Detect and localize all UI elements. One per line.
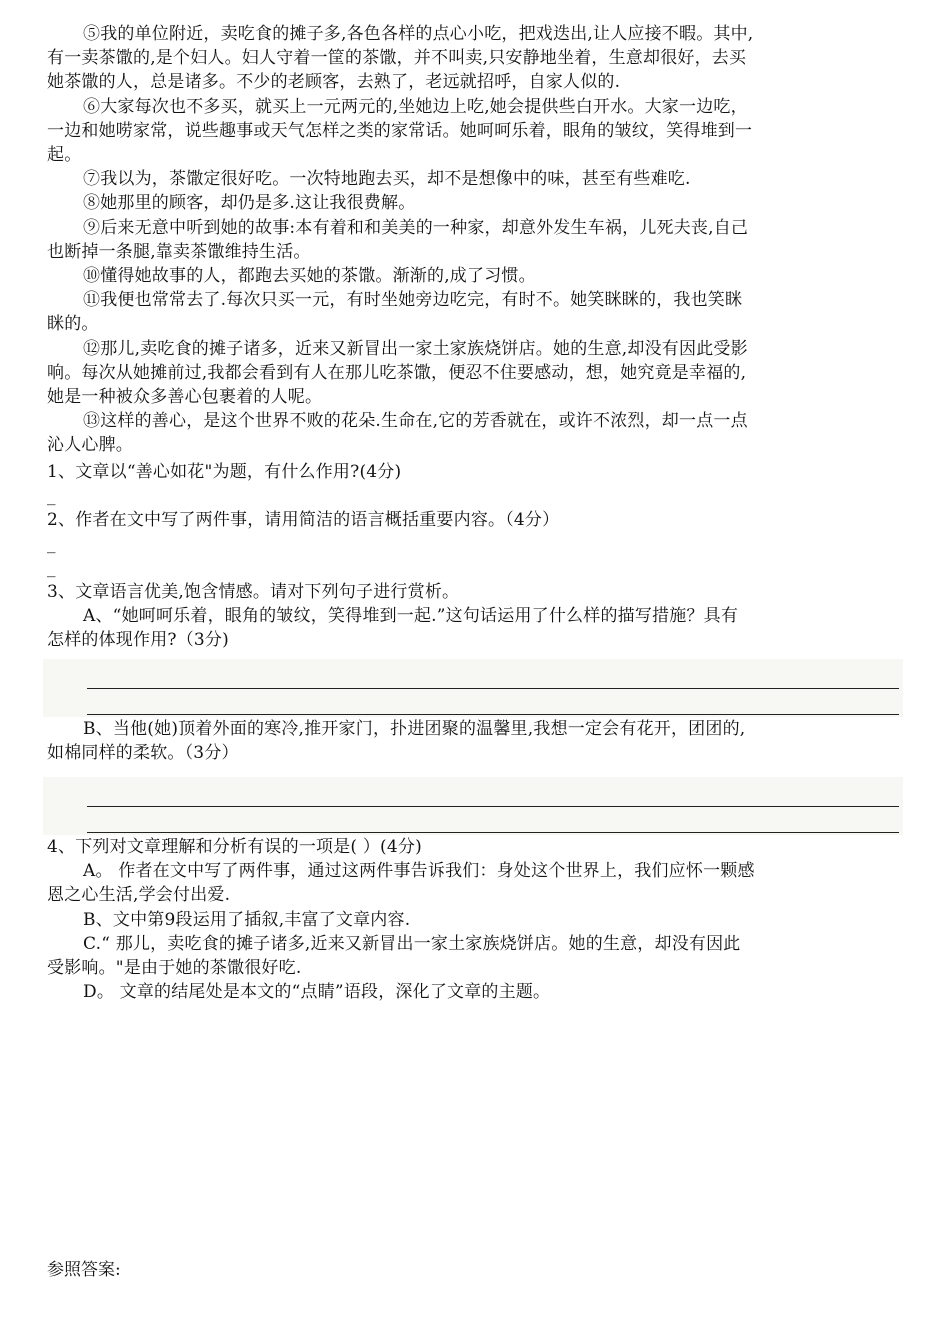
passage-line: ⑥大家每次也不多买，就买上一元两元的,坐她边上吃,她会提供些白开水。大家一边吃， — [83, 96, 748, 117]
answer-line[interactable] — [87, 781, 899, 807]
answer-line[interactable] — [87, 663, 899, 689]
passage-line: 起。 — [47, 145, 82, 166]
option-a-cont: 恩之心生活,学会付出爱. — [47, 885, 231, 906]
question-3b-cont: 如棉同样的柔软。（3分） — [47, 742, 239, 763]
passage-line: 眯的。 — [47, 314, 99, 335]
question-2: 2、作者在文中写了两件事，请用简洁的语言概括重要内容。（4分） — [47, 509, 560, 530]
passage-line: 一边和她唠家常，说些趣事或天气怎样之类的家常话。她呵呵乐着，眼角的皱纹，笑得堆到一 — [47, 120, 753, 141]
answer-line[interactable] — [87, 807, 899, 833]
passage — [47, 22, 903, 458]
passage-line: ⑤我的单位附近，卖吃食的摊子多,各色各样的点心小吃，把戏迭出,让人应接不暇。其中, — [83, 24, 754, 44]
passage-line: ⑨后来无意中听到她的故事:本有着和和美美的一种家，却意外发生车祸，儿死夫丧,自己 — [83, 217, 749, 238]
passage-line: ⑦我以为，茶馓定很好吃。一次特地跑去买，却不是想像中的味，甚至有些难吃. — [83, 169, 691, 190]
answer-blank[interactable]: _ — [47, 558, 56, 579]
passage-line: ⑫那儿,卖吃食的摊子诸多，近来又新冒出一家土家族烧饼店。她的生意,却没有因此受影 — [83, 338, 748, 359]
question-3a-cont: 怎样的体现作用?（3分) — [47, 630, 229, 651]
option-a[interactable]: A。 作者在文中写了两件事，通过这两件事告诉我们：身处这个世界上，我们应怀一颗感 — [83, 861, 755, 882]
answer-blank[interactable]: _ — [47, 485, 56, 506]
passage-line: 她茶馓的人，总是诸多。不少的老顾客，去熟了，老远就招呼，自家人似的. — [47, 72, 621, 93]
answer-line[interactable] — [87, 689, 899, 715]
passage-line: ⑬这样的善心，是这个世界不败的花朵.生命在,它的芳香就在，或许不浓烈，却一点一点 — [83, 411, 748, 432]
answer-lines-3b — [43, 777, 903, 835]
passage-line: ⑪我便也常常去了.每次只买一元，有时坐她旁边吃完，有时不。她笑眯眯的，我也笑眯 — [83, 290, 743, 311]
option-c[interactable]: C.“ 那儿，卖吃食的摊子诸多,近来又新冒出一家土家族烧饼店。她的生意，却没有因此 — [83, 933, 741, 954]
question-3a: A、“她呵呵乐着，眼角的皱纹，笑得堆到一起.”这句话运用了什么样的描写措施？具有 — [83, 606, 739, 627]
option-b[interactable]: B、文中第9段运用了插叙,丰富了文章内容. — [83, 909, 411, 930]
option-c-cont: 受影响。"是由于她的茶馓很好吃. — [47, 958, 302, 979]
question-3b: B、当他(她)顶着外面的寒冷,推开家门，扑进团聚的温馨里,我想一定会有花开，团团的, — [83, 718, 746, 739]
question-3: 3、文章语言优美,饱含情感。请对下列句子进行赏析。 — [47, 582, 460, 603]
passage-line: 沁人心脾。 — [47, 435, 133, 456]
passage-line: 也断掉一条腿,靠卖茶馓维持生活。 — [47, 241, 311, 262]
option-d[interactable]: D。 文章的结尾处是本文的“点睛”语段，深化了文章的主题。 — [83, 982, 551, 1003]
answer-section-title: 参照答案: — [47, 1260, 121, 1280]
question-1: 1、文章以“善心如花"为题，有什么作用?(4分) — [47, 461, 402, 482]
passage-line: 有一卖茶馓的,是个妇人。妇人守着一筐的茶馓，并不叫卖,只安静地坐着，生意却很好，去买 — [47, 48, 747, 69]
question-4: 4、下列对文章理解和分析有误的一项是( ）(4分) — [47, 837, 422, 858]
answer-blank[interactable]: _ — [47, 534, 56, 555]
passage-line: ⑩懂得她故事的人，都跑去买她的茶馓。渐渐的,成了习惯。 — [83, 266, 536, 287]
passage-line: 她是一种被众多善心包裹着的人呢。 — [47, 387, 323, 408]
exam-page — [47, 22, 903, 1005]
passage-line: ⑧她那里的顾客，却仍是多.这让我很费解。 — [83, 193, 416, 214]
passage-line: 响。每次从她摊前过,我都会看到有人在那儿吃茶馓，便忍不住要感动，想，她究竟是幸福的, — [47, 362, 747, 383]
answer-lines-3a — [43, 659, 903, 717]
